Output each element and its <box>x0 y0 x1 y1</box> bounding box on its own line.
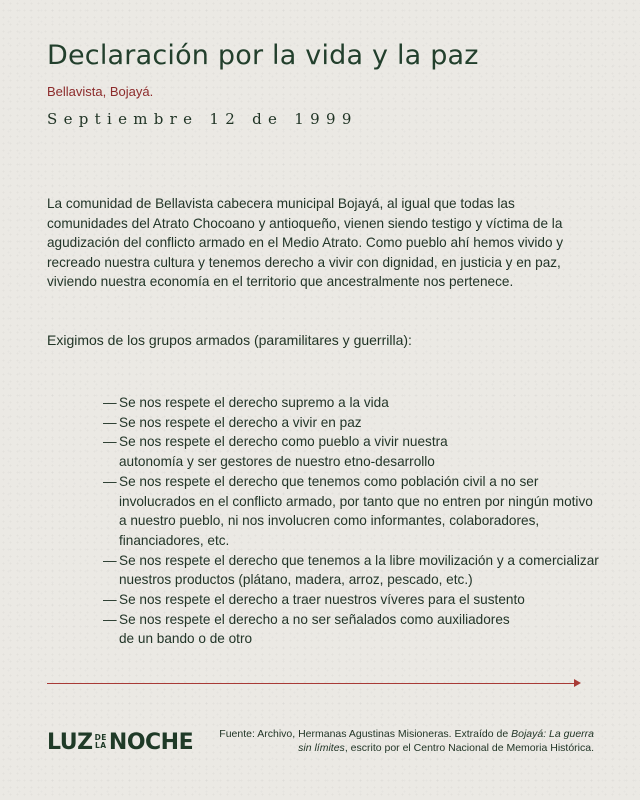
place-label: Bellavista, Bojayá. <box>47 84 154 99</box>
demand-text: Se nos respete el derecho a vivir en paz <box>119 414 362 430</box>
brand-logo <box>47 727 193 757</box>
demand-text: Se nos respete el derecho que tenemos a la libre movilización y a comercializar nuestros productos (plátano, madera, arroz, pescado, etc.) <box>119 552 599 588</box>
source-book-title: Bojayá: La guerra sin límites <box>298 728 594 754</box>
dash-mark: — <box>103 434 117 450</box>
demand-text: Se nos respete el derecho a no ser señalados como auxiliadores de un bando o de otro <box>119 611 510 647</box>
dash-mark: — <box>103 592 117 608</box>
dash-mark: — <box>103 414 117 430</box>
page-title: Declaración por la vida y la paz <box>47 40 479 71</box>
demand-text: Se nos respete el derecho a traer nuestros víveres para el sustento <box>119 592 525 608</box>
dash-mark: — <box>103 611 117 627</box>
logo-word-luz: LUZ <box>47 729 93 755</box>
logo-small-words <box>95 734 107 750</box>
list-item <box>103 610 603 649</box>
logo-word-noche: NOCHE <box>108 729 194 755</box>
logo-word-de: DE <box>94 733 107 742</box>
source-suffix: , escrito por el Centro Nacional de Memoria Histórica. <box>344 742 594 754</box>
logo-word-la: LA <box>94 741 107 750</box>
divider-line <box>47 683 577 684</box>
date-label: Septiembre 12 de 1999 <box>47 110 358 128</box>
demand-text: Se nos respete el derecho como pueblo a vivir nuestra autonomía y ser gestores de nuestro etno-desarrollo <box>119 434 448 470</box>
demands-heading: Exigimos de los grupos armados (paramilitares y guerrilla): <box>47 332 412 348</box>
list-item <box>103 551 603 590</box>
list-item <box>103 472 603 551</box>
intro-paragraph: La comunidad de Bellavista cabecera municipal Bojayá, al igual que todas las comunidades del Atrato Chocoano y antioqueño, vienen siendo testigo y víctima de la agudización del conflicto armado en el Medio Atrato. Como pueblo ahí hemos vivido y recreado nuestra cultura y tenemos derecho a vivir con dignidad, en justicia y en paz, viviendo nuestra economía en el territorio que ancestralmente nos pertenece. <box>47 196 564 289</box>
source-credit <box>214 727 594 755</box>
dash-mark: — <box>103 552 117 568</box>
list-item <box>103 432 603 471</box>
list-item <box>103 413 603 433</box>
arrow-right-icon <box>574 679 581 687</box>
demand-text: Se nos respete el derecho que tenemos como población civil a no ser involucrados en el conflicto armado, por tanto que no entren por ningún motivo a nuestro pueblo, ni nos involucren como informantes, colaboradores, financiadores, etc. <box>119 473 593 548</box>
dash-mark: — <box>103 395 117 410</box>
demand-text: Se nos respete el derecho supremo a la vida <box>119 395 389 410</box>
list-item <box>103 393 603 413</box>
dash-mark: — <box>103 473 117 489</box>
demands-list <box>103 393 603 649</box>
source-prefix: Fuente: Archivo, Hermanas Agustinas Misioneras. Extraído de <box>219 728 512 740</box>
list-item <box>103 590 603 610</box>
